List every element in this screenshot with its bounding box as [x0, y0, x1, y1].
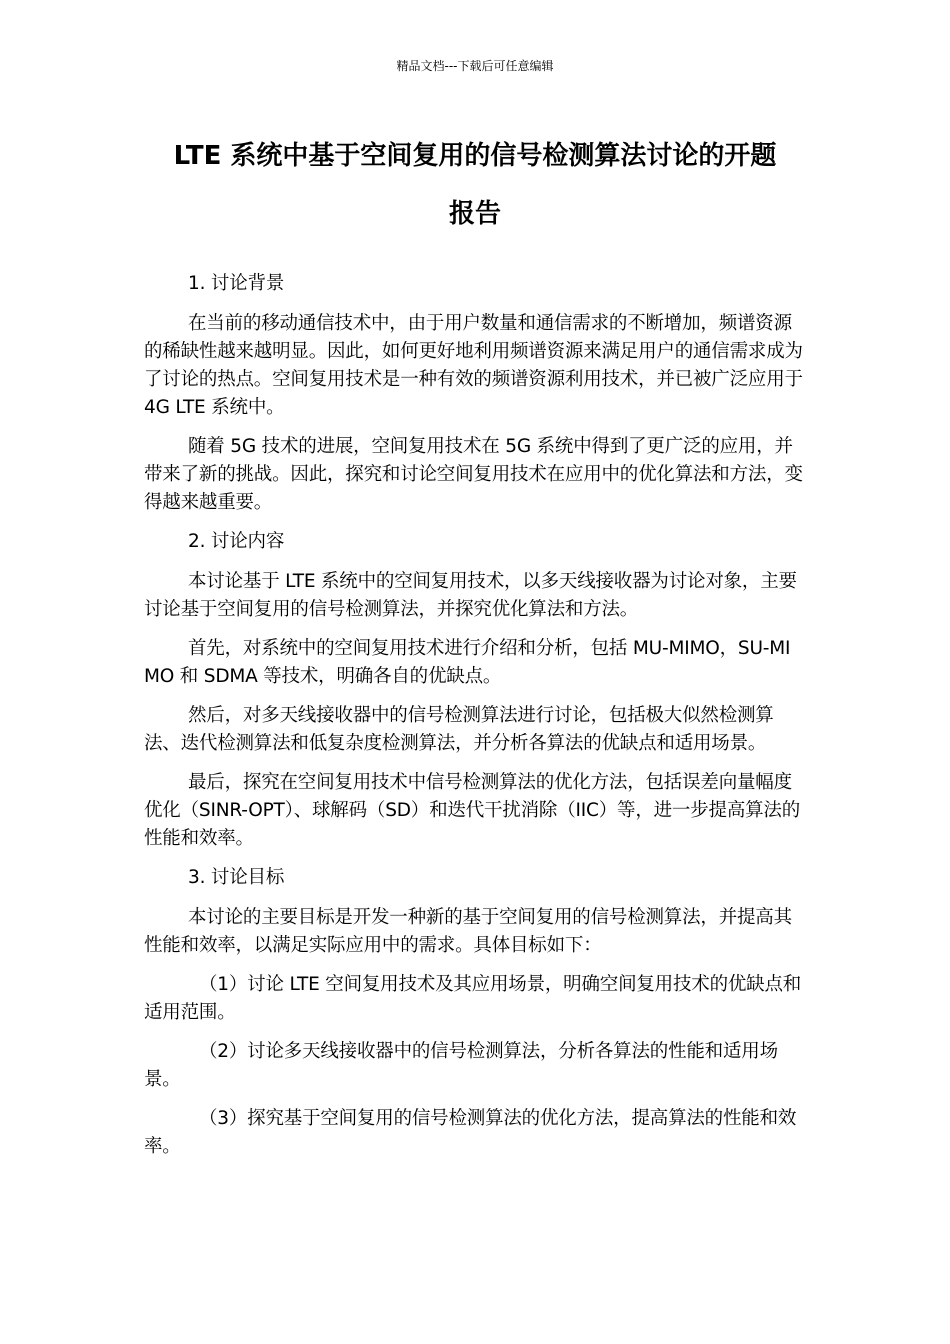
goal-item: （1）讨论 LTE 空间复用技术及其应用场景，明确空间复用技术的优缺点和适用范围。	[144, 974, 802, 1023]
paragraph: 首先，对系统中的空间复用技术进行介绍和分析，包括 MU-MIMO，SU-MIMO 和 SDMA 等技术，明确各自的优缺点。	[144, 638, 791, 687]
paragraph: 然后，对多天线接收器中的信号检测算法进行讨论，包括极大似然检测算法、迭代检测算法和低复杂度检测算法，并分析各算法的优缺点和适用场景。	[144, 705, 774, 754]
paragraph: 在当前的移动通信技术中，由于用户数量和通信需求的不断增加，频谱资源的稀缺性越来越明显。因此，如何更好地利用频谱资源来满足用户的通信需求成为了讨论的热点。空间复用技术是一种有效的频谱资源利用技术，并已被广泛应用于 4G LTE 系统中。	[144, 313, 803, 418]
paragraph: 随着 5G 技术的进展，空间复用技术在 5G 系统中得到了更广泛的应用，并带来了新的挑战。因此，探究和讨论空间复用技术在应用中的优化算法和方法，变得越来越重要。	[144, 436, 803, 513]
paragraph: 最后，探究在空间复用技术中信号检测算法的优化方法，包括误差向量幅度优化（SINR-OPT）、球解码（SD）和迭代干扰消除（IIC）等，进一步提高算法的性能和效率。	[144, 772, 801, 849]
paragraph: 本讨论基于 LTE 系统中的空间复用技术，以多天线接收器为讨论对象，主要讨论基于空间复用的信号检测算法，并探究优化算法和方法。	[144, 571, 797, 620]
document-title	[140, 127, 810, 243]
paragraph: 本讨论的主要目标是开发一种新的基于空间复用的信号检测算法，并提高其性能和效率，以满足实际应用中的需求。具体目标如下：	[144, 907, 792, 956]
section-heading-background: 1. 讨论背景	[188, 273, 285, 294]
title-line-2: 报告	[448, 199, 501, 229]
header-note: 精品文档---下载后可任意编辑	[396, 59, 554, 73]
goal-item: （2）讨论多天线接收器中的信号检测算法，分析各算法的性能和适用场景。	[144, 1041, 778, 1090]
section-heading-goals: 3. 讨论目标	[188, 867, 285, 888]
document-body	[144, 270, 806, 1172]
goal-item: （3）探究基于空间复用的信号检测算法的优化方法，提高算法的性能和效率。	[144, 1108, 797, 1157]
section-heading-content: 2. 讨论内容	[188, 531, 285, 552]
title-line-1: LTE 系统中基于空间复用的信号检测算法讨论的开题	[173, 141, 777, 171]
